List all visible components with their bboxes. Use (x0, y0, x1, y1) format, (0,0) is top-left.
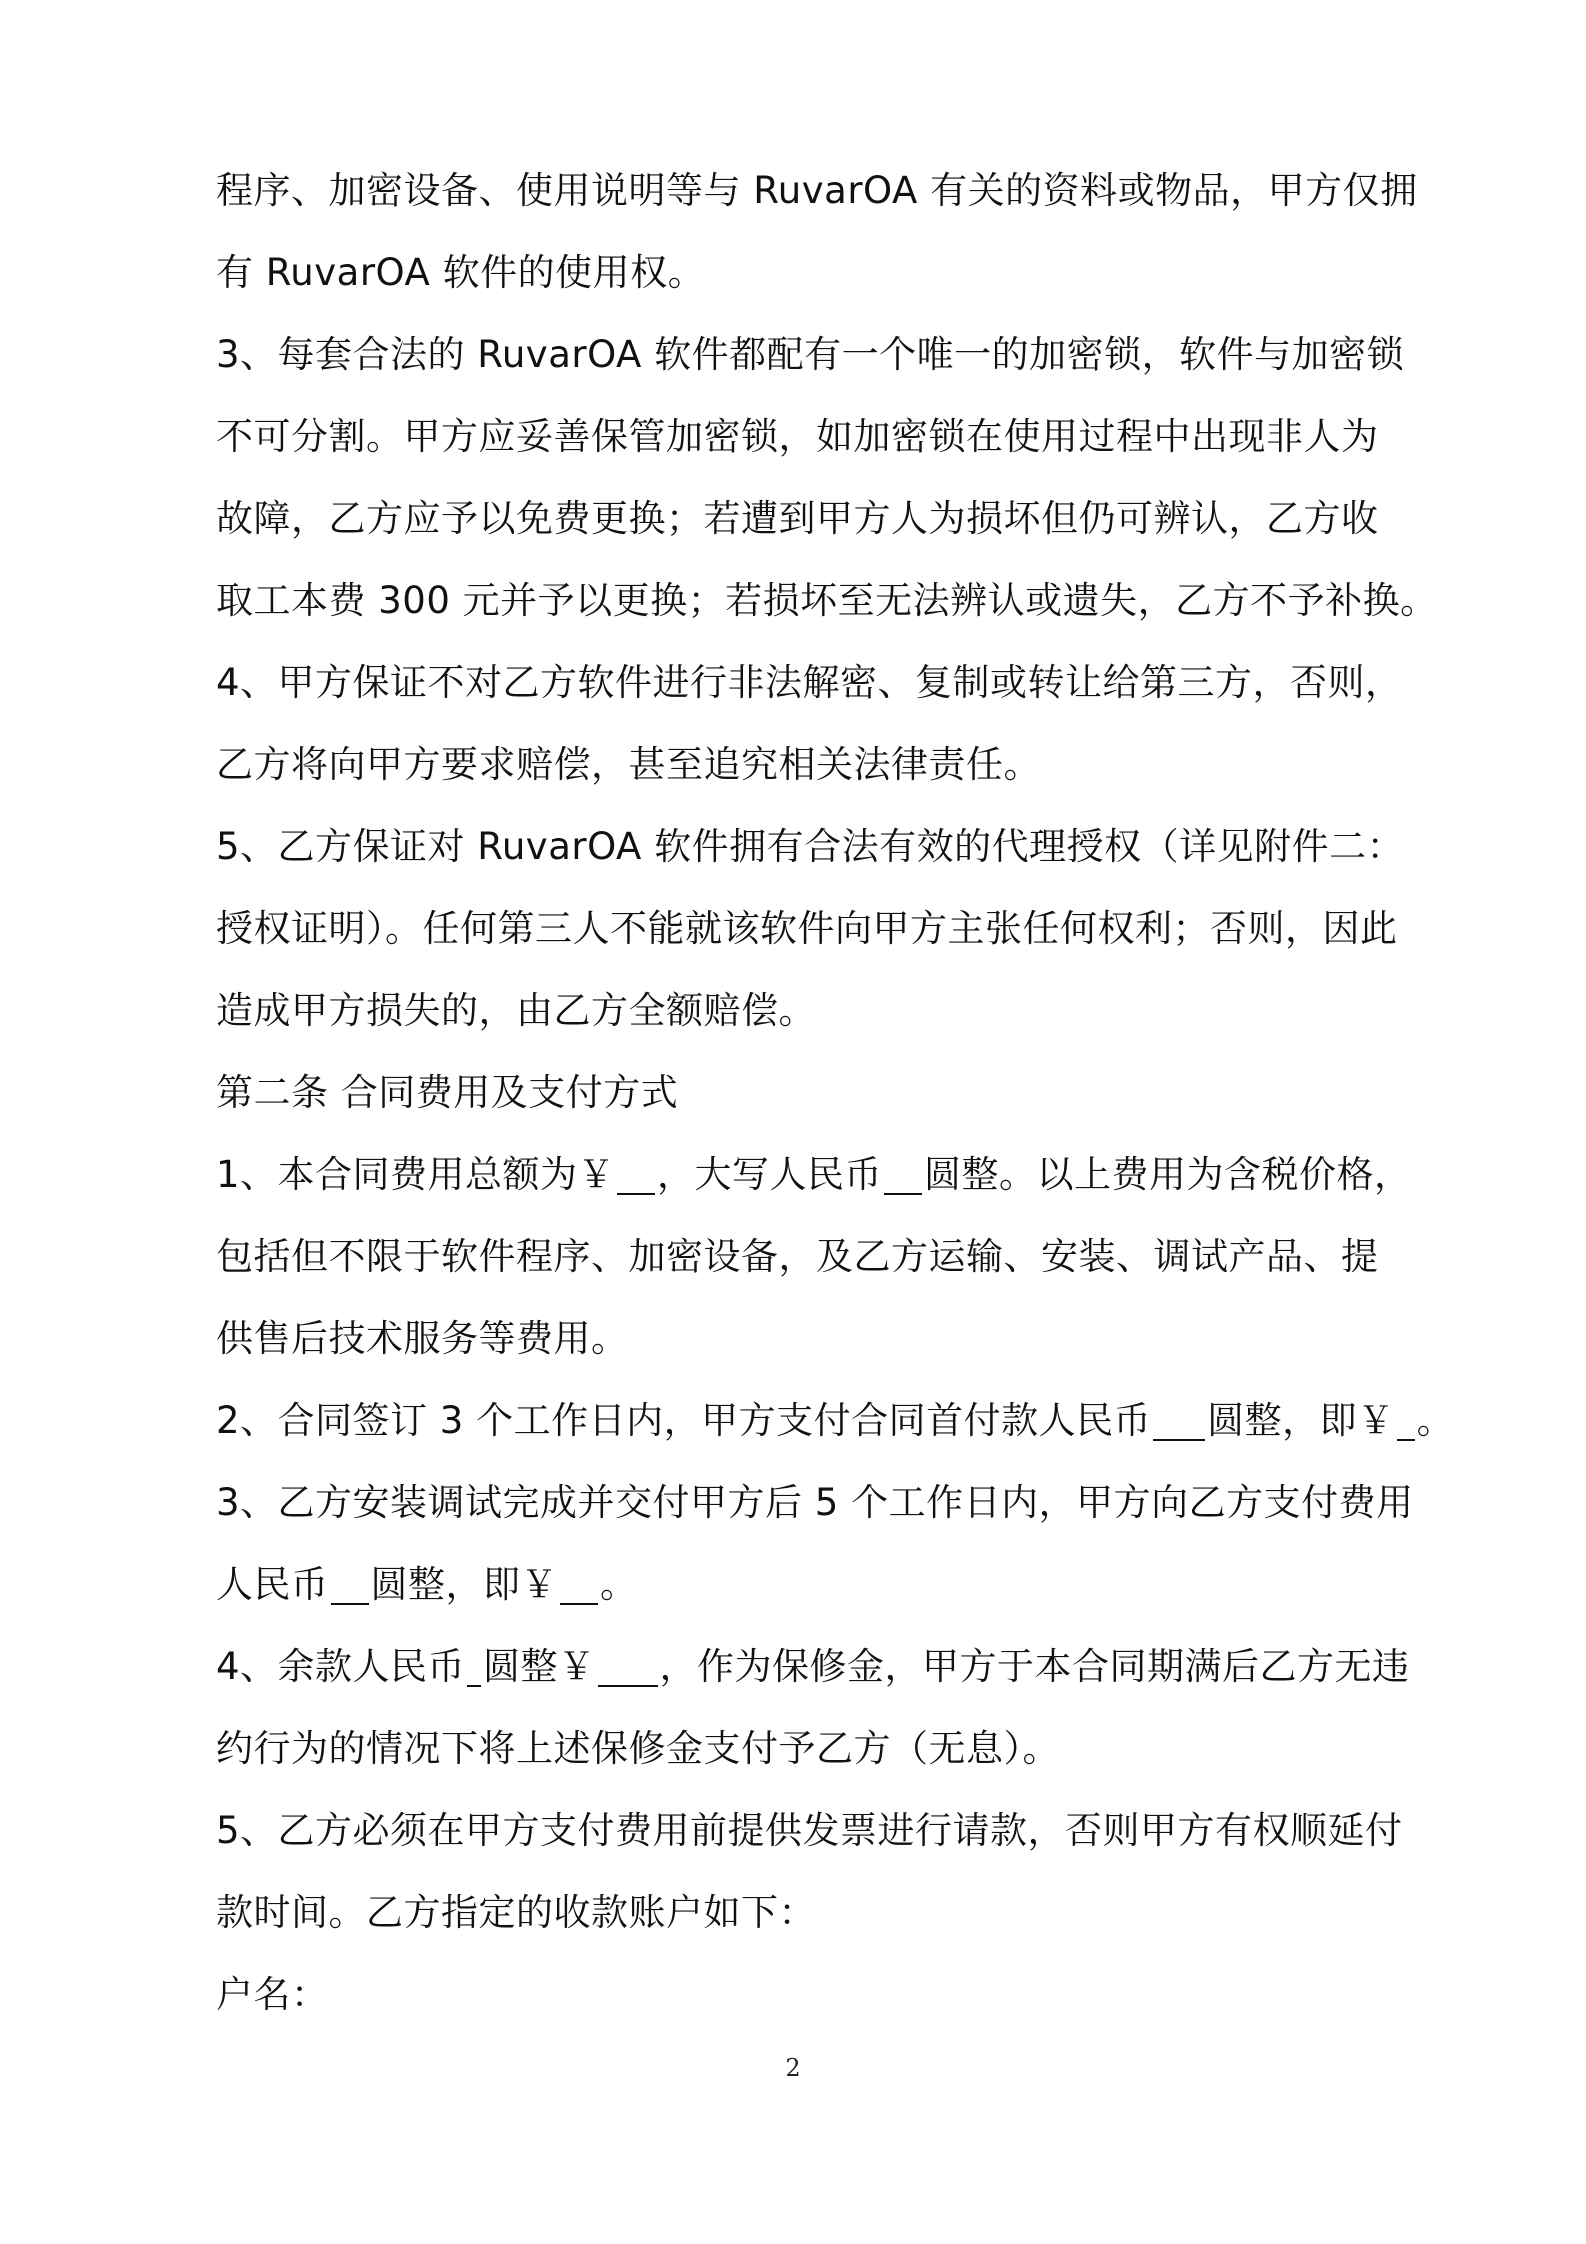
amount-blank[interactable] (598, 1649, 658, 1687)
first-payment-text: 2、合同签订 3 个工作日内，甲方支付合同首付款人民币 (216, 1399, 1152, 1442)
text-line: 取工本费 300 元并予以更换；若损坏至无法辨认或遗失，乙方不予补换。 (216, 579, 1438, 622)
first-payment-text: 圆整，即￥ (1207, 1399, 1395, 1442)
page-number: 2 (785, 2054, 801, 2082)
amount-blank[interactable] (1153, 1403, 1205, 1441)
text-line: 包括但不限于软件程序、加密设备，及乙方运输、安装、调试产品、提 (216, 1235, 1379, 1278)
second-payment-text: 。 (600, 1563, 638, 1606)
fee-total-text: 圆整。以上费用为含税价格， (924, 1153, 1412, 1196)
section-heading: 第二条 合同费用及支付方式 (216, 1071, 679, 1114)
text-line: 造成甲方损失的，由乙方全额赔偿。 (216, 989, 816, 1032)
second-payment-line (216, 1559, 1396, 1611)
text-line: 故障，乙方应予以免费更换；若遭到甲方人为损坏但仍可辨认，乙方收 (216, 497, 1379, 540)
text-line: 5、乙方必须在甲方支付费用前提供发票进行请款，否则甲方有权顺延付 (216, 1809, 1403, 1852)
balance-text: 4、余款人民币 (216, 1645, 466, 1688)
amount-blank[interactable] (1397, 1403, 1415, 1441)
balance-text: ，作为保修金，甲方于本合同期满后乙方无违 (659, 1645, 1410, 1688)
amount-blank[interactable] (884, 1157, 922, 1195)
text-line: 供售后技术服务等费用。 (216, 1317, 629, 1360)
text-line: 乙方将向甲方要求赔偿，甚至追究相关法律责任。 (216, 743, 1041, 786)
text-line: 5、乙方保证对 RuvarOA 软件拥有合法有效的代理授权（详见附件二： (216, 825, 1405, 868)
text-line: 授权证明）。任何第三人不能就该软件向甲方主张任何权利；否则，因此 (216, 907, 1398, 950)
amount-blank[interactable] (331, 1567, 369, 1605)
text-line: 有 RuvarOA 软件的使用权。 (216, 251, 706, 294)
fee-total-text: 1、本合同费用总额为￥ (216, 1153, 616, 1196)
fee-total-line (216, 1149, 1412, 1201)
fee-total-text: ，大写人民币 (657, 1153, 883, 1196)
first-payment-text: 。 (1416, 1399, 1455, 1442)
balance-text: 圆整￥ (483, 1645, 596, 1688)
text-line: 程序、加密设备、使用说明等与 RuvarOA 有关的资料或物品，甲方仅拥 (216, 169, 1418, 212)
balance-line (216, 1641, 1410, 1693)
text-line: 款时间。乙方指定的收款账户如下： (216, 1891, 816, 1934)
first-payment-line (216, 1395, 1455, 1447)
text-line: 3、每套合法的 RuvarOA 软件都配有一个唯一的加密锁，软件与加密锁 (216, 333, 1405, 376)
account-name-label: 户名： (216, 1973, 329, 2016)
amount-blank[interactable] (617, 1157, 655, 1195)
text-line: 不可分割。甲方应妥善保管加密锁，如加密锁在使用过程中出现非人为 (216, 415, 1379, 458)
second-payment-text: 人民币 (216, 1563, 329, 1606)
text-line: 3、乙方安装调试完成并交付甲方后 5 个工作日内，甲方向乙方支付费用 (216, 1481, 1414, 1524)
text-line: 4、甲方保证不对乙方软件进行非法解密、复制或转让给第三方，否则， (216, 661, 1403, 704)
text-line: 约行为的情况下将上述保修金支付予乙方（无息）。 (216, 1727, 1060, 1770)
amount-blank[interactable] (560, 1567, 598, 1605)
amount-blank[interactable] (467, 1649, 481, 1687)
second-payment-text: 圆整，即￥ (370, 1563, 558, 1606)
